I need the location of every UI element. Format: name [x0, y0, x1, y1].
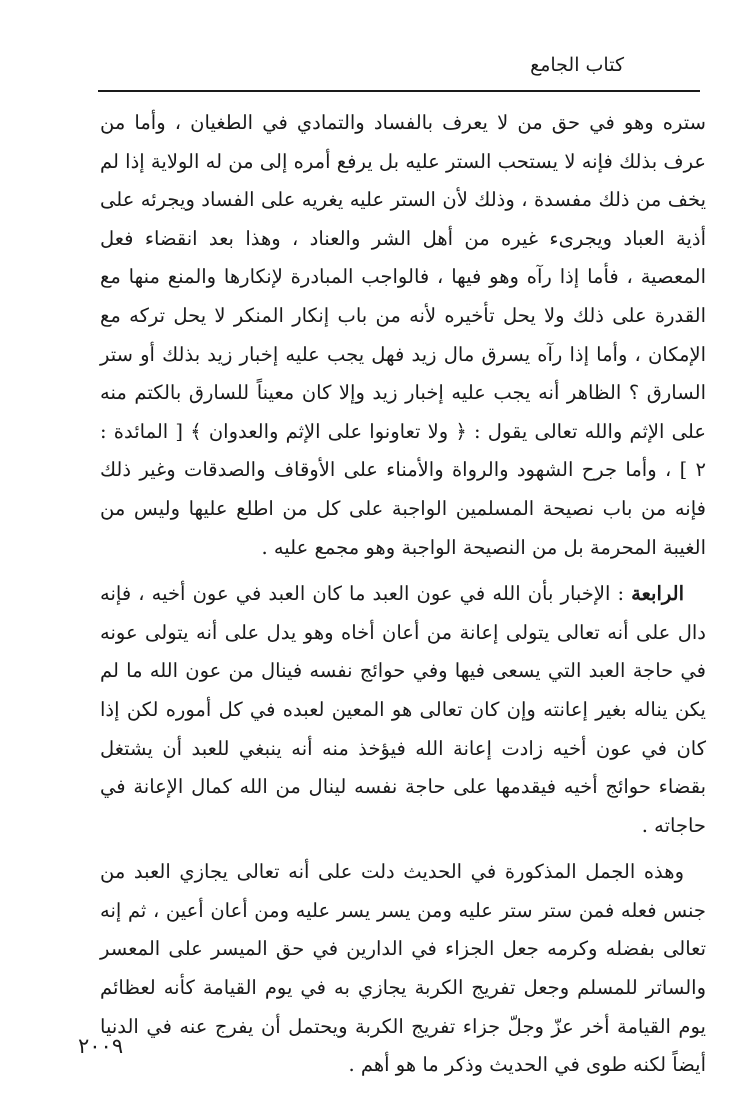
paragraph-2	[100, 575, 706, 845]
paragraph-3	[100, 853, 706, 1085]
page-number: ٢٠٠٩	[78, 1034, 124, 1058]
paragraph-1-text: ستره وهو في حق من لا يعرف بالفساد والتمادي في الطغيان ، وأما من عرف بذلك فإنه لا يستحب الستر عليه بل يرفع أمره إلى من له الولاية إذا لم يخف من ذلك مفسدة ، وذلك لأن الستر عليه يغريه على الفساد ويجرئه على أذية العباد ويجرىء غيره من أهل الشر والعناد ، وهذا بعد انقضاء فعل المعصية ، فأما إذا رآه وهو فيها ، فالواجب المبادرة لإنكارها والمنع منها مع القدرة على ذلك ولا يحل تأخيره لأنه من باب إنكار المنكر لا يحل تركه مع الإمكان ، وأما إذا رآه يسرق مال زيد فهل يجب عليه إخبار زيد بذلك أو ستر السارق ؟ الظاهر أنه يجب عليه إخبار زيد وإلا كان معيناً للسارق بالكتم منه على الإثم والله تعالى يقول : ﴿ ولا تعاونوا على الإثم والعدوان ﴾ [ المائدة : ٢ ] ، وأما جرح الشهود والرواة والأمناء على الأوقاف والصدقات وغير ذلك فإنه من باب نصيحة المسلمين الواجبة على كل من اطلع عليها وليس من الغيبة المحرمة بل من النصيحة الواجبة وهو مجمع عليه .	[100, 111, 706, 559]
header-rule	[98, 90, 700, 92]
body-text	[100, 104, 706, 1085]
running-head: كتاب الجامع	[530, 54, 624, 76]
paragraph-3-text: وهذه الجمل المذكورة في الحديث دلت على أنه تعالى يجازي العبد من جنس فعله فمن ستر ستر عليه ومن يسر يسر عليه ومن أعان أعين ، ثم إنه تعالى بفضله وكرمه جعل الجزاء في الدارين في حق الميسر على المعسر والساتر للمسلم وجعل تفريج الكربة يجازي به في يوم القيامة كأنه لعظائم يوم القيامة أخر عزّ وجلّ جزاء تفريج الكربة ويحتمل أن يفرج عنه في الدنيا أيضاً لكنه طوى في الحديث وذكر ما هو أهم .	[100, 860, 706, 1077]
paragraph-2-text: : الإخبار بأن الله في عون العبد ما كان العبد في عون أخيه ، فإنه دال على أنه تعالى يتولى إعانة من أعان أخاه وهو يدل على أنه يتولى عونه في حاجة العبد التي يسعى فيها وفي حوائج نفسه فينال من عون الله ما لم يكن يناله بغير إعانته وإن كان تعالى هو المعين لعبده في كل أموره لكن إذا كان في عون أخيه زادت إعانة الله فيؤخذ منه أنه ينبغي للعبد أن يشتغل بقضاء حوائج أخيه فيقدمها على حاجة نفسه لينال من الله كمال الإعانة في حاجاته .	[100, 582, 706, 837]
paragraph-2-lead: الرابعة	[631, 582, 684, 606]
paragraph-1	[100, 104, 706, 567]
